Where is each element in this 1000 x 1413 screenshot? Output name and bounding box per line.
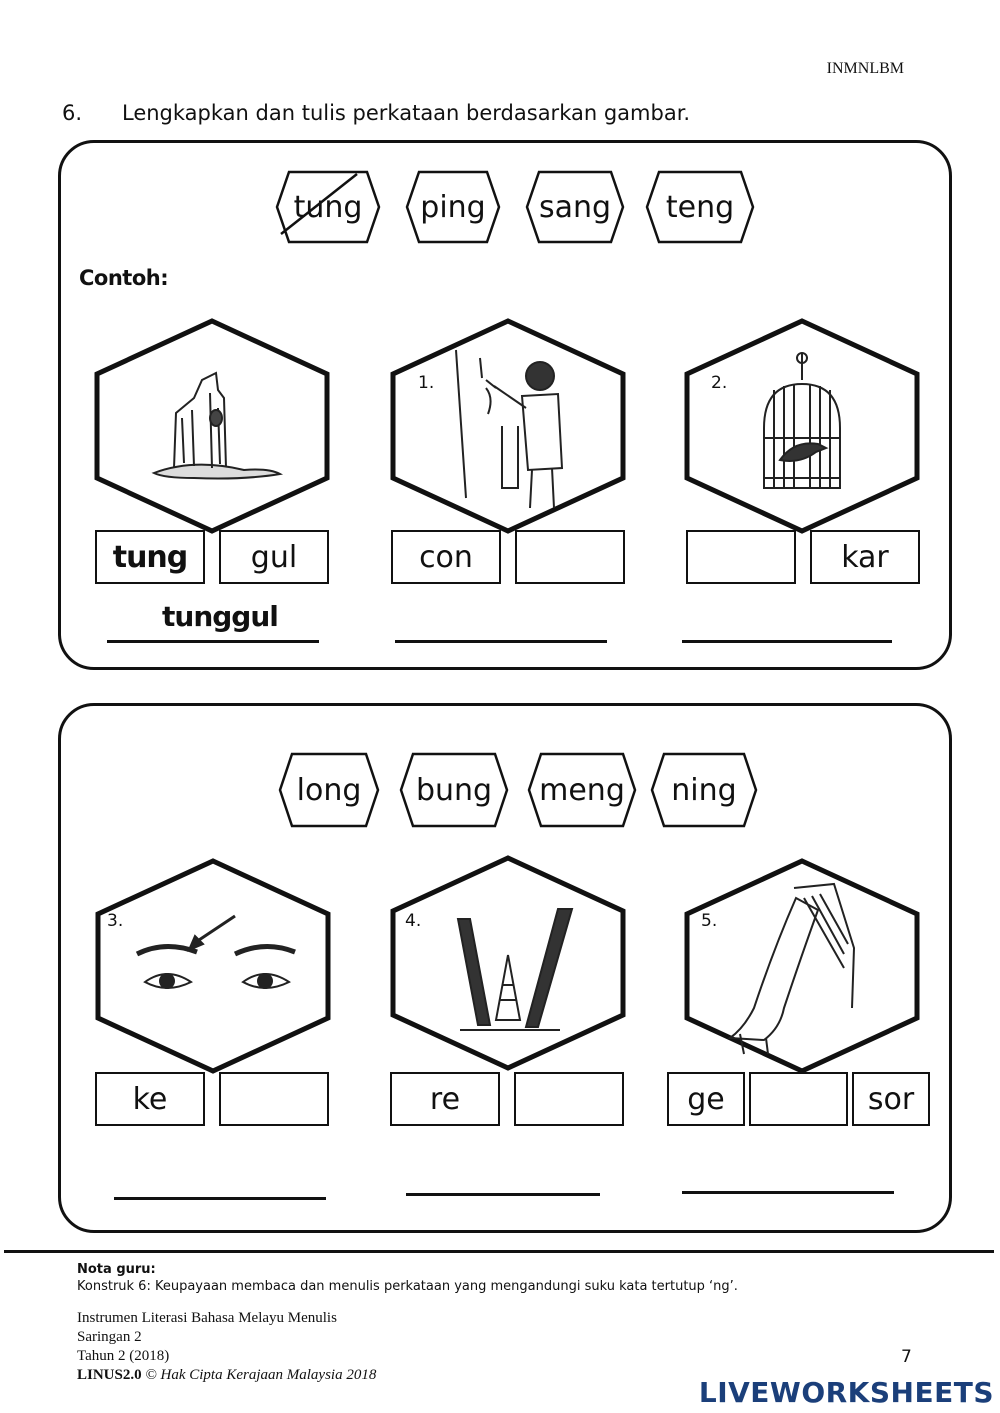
item-number: 4.: [405, 911, 422, 931]
copyright-text: © Hak Cipta Kerajaan Malaysia 2018: [145, 1367, 377, 1383]
syllable-box: ke: [95, 1072, 205, 1126]
word-bank-tile-tung[interactable]: [275, 170, 381, 244]
syllable-box: tung: [95, 530, 205, 584]
answer-line[interactable]: [406, 1193, 600, 1196]
page-number: 7: [901, 1347, 912, 1367]
copyright: [77, 1367, 376, 1384]
word-bank-tile-teng[interactable]: [645, 170, 755, 244]
watermark-logo: [699, 1376, 994, 1409]
syllable-box: gul: [219, 530, 329, 584]
word-bank-tile-ping[interactable]: [405, 170, 501, 244]
word-bank-tile-sang[interactable]: [525, 170, 625, 244]
picture-frame-bird-cage: [684, 318, 920, 534]
word-bank-tile-long[interactable]: [278, 752, 380, 828]
item-number: 2.: [711, 373, 728, 393]
teacher-note-title: Nota guru:: [77, 1262, 156, 1277]
syllable-box: con: [391, 530, 501, 584]
word-bank-label: teng: [665, 189, 735, 225]
syllable-input-box[interactable]: [515, 530, 625, 584]
picture-frame-tree-stump: [94, 318, 330, 534]
syllable-box: kar: [810, 530, 920, 584]
syllable-input-box[interactable]: [749, 1072, 848, 1126]
item-number: 5.: [701, 911, 718, 931]
word-bank-tile-meng[interactable]: [527, 752, 637, 828]
footer-line-2: Saringan 2: [77, 1329, 142, 1345]
answer-line[interactable]: [395, 640, 607, 643]
syllable-box: re: [390, 1072, 500, 1126]
question-number: 6.: [62, 101, 83, 125]
word-bank-label: ping: [420, 189, 486, 225]
syllable-input-box[interactable]: [514, 1072, 624, 1126]
footer-divider: [4, 1250, 994, 1253]
picture-frame-child-drawing: [390, 318, 626, 534]
syllable-box: ge: [667, 1072, 745, 1126]
answer-line[interactable]: [114, 1197, 326, 1200]
word-bank-label: bung: [415, 772, 493, 808]
answer-line[interactable]: [682, 1191, 894, 1194]
answer-line[interactable]: [107, 640, 319, 643]
word-bank-tile-ning[interactable]: [650, 752, 758, 828]
document-code: INMNLBM: [826, 60, 904, 77]
example-answer: tunggul: [162, 600, 278, 633]
watermark-text: LIVEWORKSHEETS: [698, 1376, 994, 1409]
picture-frame-playground-slide: [684, 858, 920, 1074]
picture-frame-bamboo-shoot: [390, 855, 626, 1071]
question-instruction: Lengkapkan dan tulis perkataan berdasarkan gambar.: [122, 101, 691, 125]
footer-line-1: Instrumen Literasi Bahasa Melayu Menulis: [77, 1310, 337, 1326]
word-bank-tile-bung[interactable]: [399, 752, 509, 828]
answer-line[interactable]: [682, 640, 892, 643]
syllable-box: sor: [852, 1072, 930, 1126]
word-bank-label: meng: [539, 772, 625, 808]
syllable-input-box[interactable]: [686, 530, 796, 584]
footer-line-3: Tahun 2 (2018): [77, 1348, 170, 1364]
word-bank-label: long: [296, 772, 362, 808]
copyright-brand: LINUS2.0: [77, 1367, 142, 1383]
picture-frame-eyebrows: [95, 858, 331, 1074]
syllable-input-box[interactable]: [219, 1072, 329, 1126]
word-bank-label: tung: [293, 189, 363, 225]
item-number: 3.: [107, 911, 124, 931]
item-number: 1.: [418, 373, 435, 393]
teacher-note-text: Konstruk 6: Keupayaan membaca dan menulis perkataan yang mengandungi suku kata tertutup ‘ng’.: [77, 1279, 738, 1294]
word-bank-label: sang: [538, 189, 612, 225]
word-bank-label: ning: [671, 772, 737, 808]
example-label: Contoh:: [79, 266, 169, 290]
